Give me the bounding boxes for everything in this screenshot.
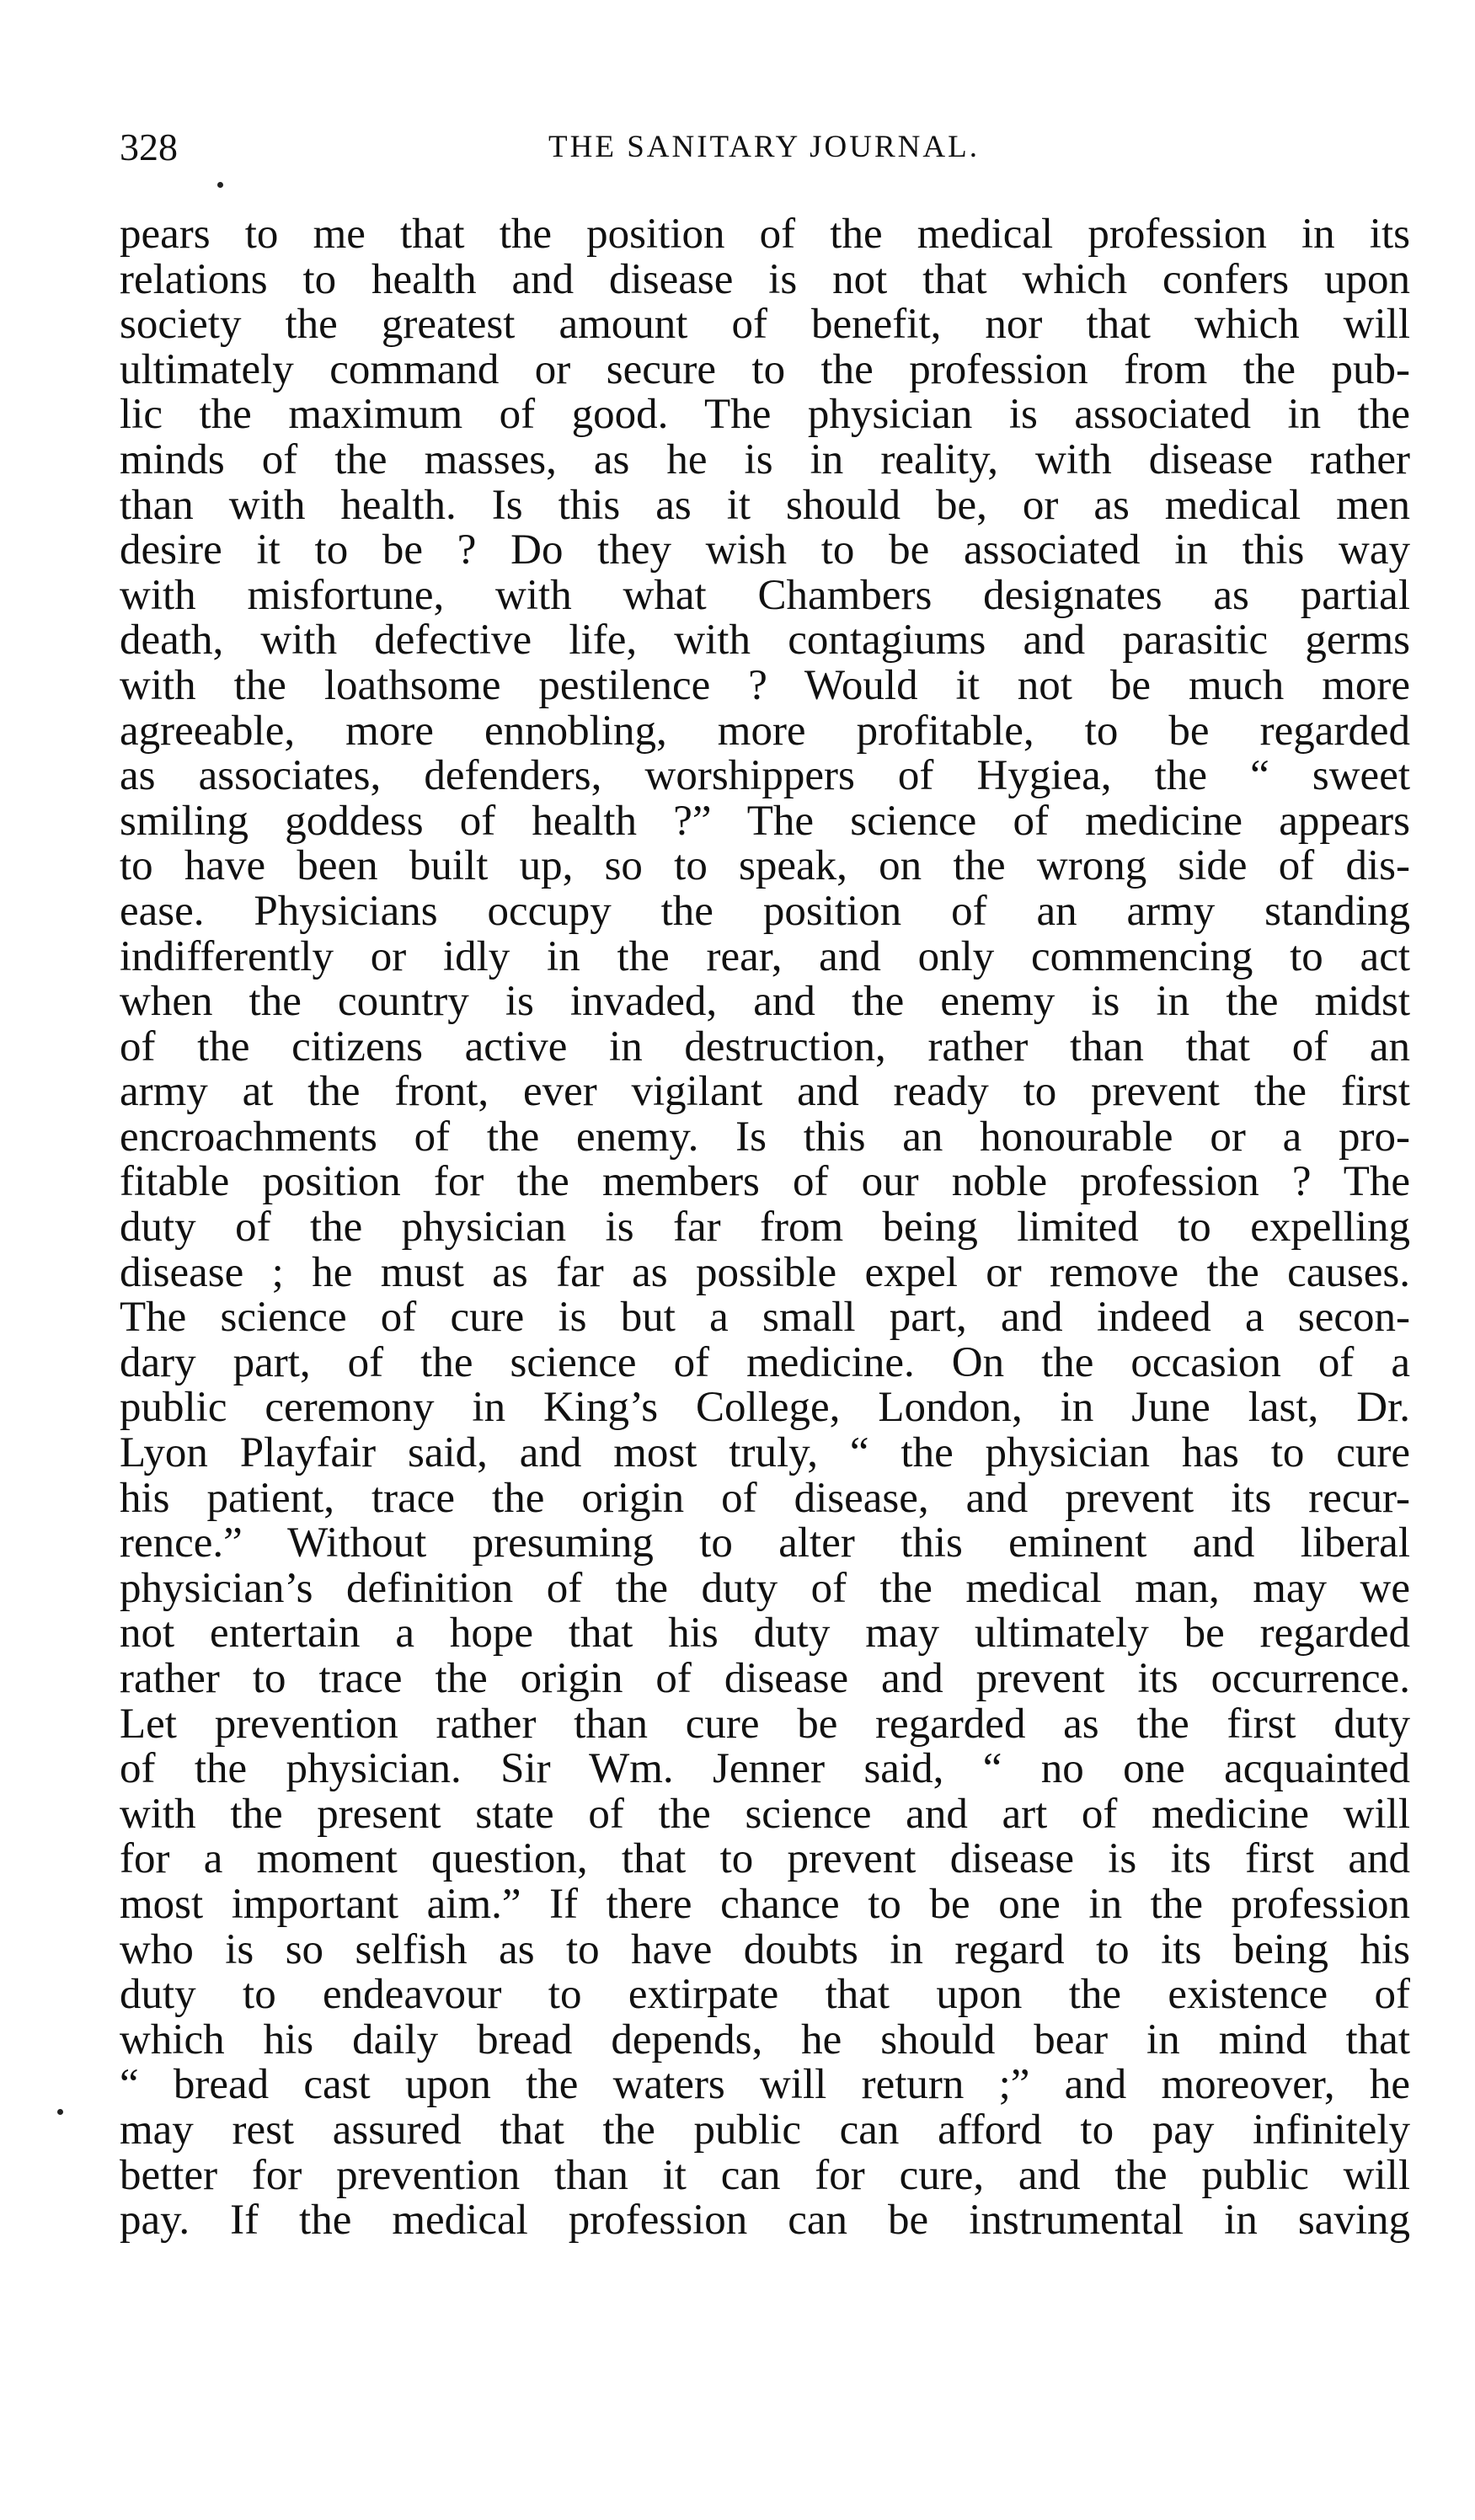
text-line: with misfortune, with what Chambers designates as partial [120,571,1410,619]
text-line: with the present state of the science and art of medicine will [120,1790,1410,1838]
margin-speck [57,2109,63,2115]
page-number: 328 [120,125,178,168]
text-line: physician’s definition of the duty of the medical man, may we [120,1564,1410,1612]
text-line: agreeable, more ennobling, more profitable, to be regarded [120,707,1410,755]
text-line: dary part, of the science of medicine. On the occasion of a [120,1338,1410,1386]
text-line: death, with defective life, with contagiums and parasitic germs [120,617,1410,665]
text-line: duty to endeavour to extirpate that upon the existence of [120,1971,1410,2019]
text-line: encroachments of the enemy. Is this an honourable or a pro- [120,1113,1410,1161]
text-line: army at the front, ever vigilant and ready to prevent the first [120,1068,1410,1116]
text-line: Let prevention rather than cure be regarded as the first duty [120,1700,1410,1748]
text-line: of the physician. Sir Wm. Jenner said, “ no one acquainted [120,1745,1410,1793]
text-line: for a moment question, that to prevent disease is its first and [120,1835,1410,1883]
text-line: ultimately command or secure to the profession from the pub- [120,345,1410,393]
text-line: The science of cure is but a small part, and indeed a secon- [120,1294,1410,1342]
text-line: indifferently or idly in the rear, and only commencing to act [120,932,1410,980]
text-line: “ bread cast upon the waters will return ;” and moreover, he [120,2061,1410,2109]
text-line: Lyon Playfair said, and most truly, “ the physician has to cure [120,1429,1410,1477]
text-line: fitable position for the members of our noble profession ? The [120,1158,1410,1206]
running-head [120,118,1408,177]
text-line: public ceremony in King’s College, London, in June last, Dr. [120,1384,1410,1432]
text-line: desire it to be ? Do they wish to be associated in this way [120,526,1410,574]
text-line: relations to health and disease is not that which confers upon [120,255,1410,303]
journal-title: THE SANITARY JOURNAL. [548,130,980,164]
body-paragraph [120,212,1410,2244]
text-line: than with health. Is this as it should be, or as medical men [120,481,1410,529]
text-line: pay. If the medical profession can be instrumental in saving [120,2197,1410,2245]
text-line: as associates, defenders, worshippers of Hygiea, the “ sweet [120,752,1410,800]
text-line: disease ; he must as far as possible expel or remove the causes. [120,1248,1410,1296]
text-line: may rest assured that the public can afford to pay infinitely [120,2106,1410,2154]
text-line: his patient, trace the origin of disease, and prevent its recur- [120,1474,1410,1522]
text-line: to have been built up, so to speak, on the wrong side of dis- [120,842,1410,890]
text-line: who is so selfish as to have doubts in regard to its being his [120,1925,1410,1973]
text-line: smiling goddess of health ?” The science of medicine appears [120,797,1410,845]
text-line: not entertain a hope that his duty may ultimately be regarded [120,1610,1410,1658]
text-line: better for prevention than it can for cure, and the public will [120,2151,1410,2199]
text-line: pears to me that the position of the medical profession in its [120,211,1410,258]
text-line: ease. Physicians occupy the position of an army standing [120,887,1410,935]
text-line: rence.” Without presuming to alter this eminent and liberal [120,1519,1410,1567]
text-line: of the citizens active in destruction, rather than that of an [120,1022,1410,1070]
text-line: duty of the physician is far from being limited to expelling [120,1204,1410,1252]
text-line: which his daily bread depends, he should bear in mind that [120,2015,1410,2064]
text-line: minds of the masses, as he is in reality, with disease rather [120,435,1410,483]
text-line: rather to trace the origin of disease and prevent its occurrence. [120,1655,1410,1702]
text-line: when the country is invaded, and the enemy is in the midst [120,978,1410,1026]
text-line: with the loathsome pestilence ? Would it not be much more [120,661,1410,709]
print-speck [217,182,223,188]
text-line: society the greatest amount of benefit, nor that which will [120,301,1410,349]
text-line: lic the maximum of good. The physician is associated in the [120,391,1410,439]
text-line: most important aim.” If there chance to be one in the profession [120,1880,1410,1928]
